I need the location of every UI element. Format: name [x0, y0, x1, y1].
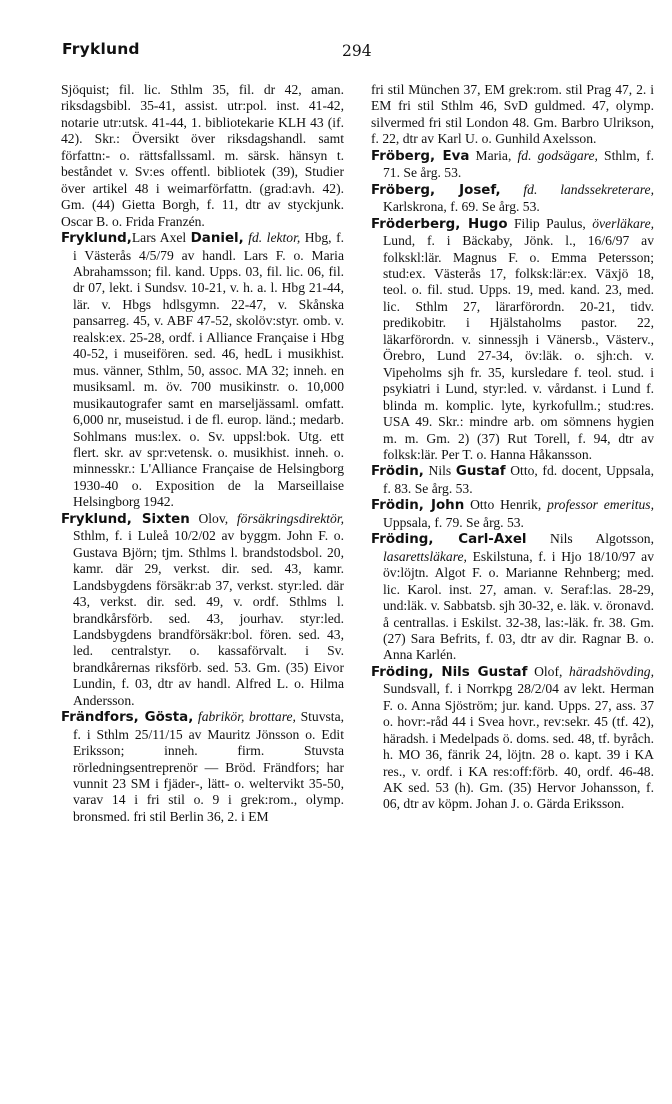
entry-call-name: Gustaf	[455, 464, 506, 480]
entry-text: Hbg, f. i Västerås 4/5/79 av handl. Lars F. o. Maria Abrahamsson; fil. kand. Upps. 03, fil. lic. 06, fil. dr 07, lekt. i Sundsv. 10-21, v. h. a. l. Hbg 21-44, lär. v. Hbgs hdlsgymn. 22-47, v. Skånska pansarreg. 45, v. ABF 47-52, skolöv:styr. omb. v. realsk:ex. 25-28, ordf. i Alliance Française i Hbg 40-52, i museifören. sed. 46, hedL i musikhist. mus. vänner, Sthlm, 50, assoc. MA 32; inneh. en musiksaml. m. öv. 700 musikinstr. o. 10,000 musikautografer samt en marseljässaml. omfatt. 6,000 nr, museistud. i de fl. europ. länd.; medarb. Sohlmans mus:lex. o. Sv. uppsl:bok. Utg. ett flert. skr. av spr:vetensk. o. musikhist. inneh. o. minnesskr.: L'Alliance Française de Helsingborg 1930-40 o. Exposition de la Marseillaise Helsingborg 1942.	[73, 230, 344, 510]
biography-entry	[371, 497, 654, 531]
continuation-text: fri stil München 37, EM grek:rom. stil Prag 47, 2. i EM fri stil Sthlm 46, SvD guldmed. 47, olymp. silvermed fri stil London 48. Gm. Barbro Ulrikson, f. 22, dtr av Karl U. o. Gunhild Axelsson.	[371, 82, 654, 147]
right-column	[371, 82, 654, 1092]
biography-entry	[371, 664, 654, 813]
entry-surname: Frändfors, Gösta,	[61, 710, 194, 726]
biography-entry	[371, 182, 654, 216]
continuation-paragraph	[371, 82, 654, 148]
entry-text: Stuvsta, f. i Sthlm 25/11/15 av Mauritz Jönsson o. Edit Eriksson; inneh. firm. Stuvsta rörledningsentreprenör — Bröd. Frändfors; har vunnit 23 SM i fjäder-, lätt- o. weltervikt 35-50, varav 14 i fri stil o. 9 i grek:rom., olymp. bronsmed. fri stil Berlin 36, 2. i EM	[73, 709, 344, 824]
entry-given-names: Olov,	[189, 510, 229, 526]
entry-title: fabrikör, brottare,	[193, 709, 296, 725]
entry-call-name: Daniel,	[190, 231, 244, 247]
entry-surname: Fryklund,	[61, 231, 132, 247]
entry-text: Otto, fd. docent, Uppsala, f. 83. Se årg. 53.	[383, 463, 654, 496]
entry-surname: Fryklund, Sixten	[61, 511, 190, 527]
entry-given-names: Olof,	[527, 663, 563, 679]
entry-given-names: Maria,	[469, 147, 512, 163]
entry-given-names: Nils Algotsson,	[526, 531, 654, 547]
entry-title: fd. landssekreterare,	[500, 181, 654, 197]
running-head-word: Fryklund	[62, 40, 140, 58]
biography-entry	[61, 230, 344, 511]
entry-title: häradshövding,	[562, 663, 654, 679]
biography-entry	[371, 531, 654, 664]
entry-given-names: Nils	[423, 463, 456, 479]
entry-title: fd. lektor,	[243, 230, 301, 246]
entry-title: fd. godsägare,	[511, 147, 598, 163]
entry-surname: Frödin,	[371, 464, 424, 480]
page-number: 294	[342, 42, 372, 60]
entry-given-names: Otto Henrik,	[464, 497, 542, 513]
entry-text: Karlskrona, f. 69. Se årg. 53.	[383, 199, 540, 215]
entry-surname: Frödin, John	[371, 498, 465, 514]
entry-surname: Fröding, Carl-Axel	[371, 532, 527, 548]
entry-text: Eskilstuna, f. i Hjo 18/10/97 av öv:löjtn. Algot F. o. Marianne Rehnberg; med. lic. Karol. inst. 27, aman. v. Seraf:las. 28-29, und:läk. v. Sabbatsb. sjh 30-32, e. läk. v. öronavd. å centrallas. i Eskilst. 32-38, las:-läk. fr. 38. Gm. (27) Sara Befrits, f. 03, dtr av dir. Ragnar B. o. Anna Karlén.	[383, 548, 654, 663]
biography-entry	[371, 463, 654, 497]
entry-given-names: Lars Axel	[131, 230, 191, 246]
entry-title: överläkare,	[585, 215, 654, 231]
biography-entry	[61, 709, 344, 825]
continuation-text: Sjöquist; fil. lic. Sthlm 35, fil. dr 42, aman. riksdagsbibl. 35-41, assist. utr:pol. inst. 41-42, notarie utr:utsk. 41-44, 1. bibliotekarie KLH 43 (if. 42). Skr.: Översikt över riksdagshandl. samt författn:- o. rättsfallssaml. m. särsk. hänsyn t. beståndet v. Sv:es offentl. bibliotek (39), Studier över artikel 48 i weimarförfattn. (grad:avh. 42). Gm. (44) Gietta Borgh, f. 11, dtr av styckjunk. Oscar B. o. Frida Franzén.	[61, 82, 344, 229]
entry-surname: Fröderberg, Hugo	[371, 216, 508, 232]
entry-text: Sundsvall, f. i Norrkpg 28/2/04 av lekt. Herman F. o. Anna Sjöström; jur. kand. Upps. 27, ass. 37 o. hovr:-råd 44 i Svea hovr., rev:sekr. 45 (tf. 42), häradsh. i Medelpads ö. doms. sed. 48, tf. byråch. h. MO 36, fänrik 24, löjtn. 28 o. kapt. 39 i KA res., v. ordf. i KA res:off:förb. 40, ordf. 46-48. AK sed. 53 (h). Gm. (35) Hervor Johansson, f. 06, dtr av köpm. Johan J. o. Gärda Eriksson.	[383, 681, 654, 812]
entry-title: lasarettsläkare,	[383, 548, 467, 564]
entry-surname: Fröberg, Josef,	[371, 182, 501, 198]
running-head	[62, 40, 636, 64]
entry-surname: Fröding, Nils Gustaf	[371, 664, 528, 680]
entry-given-names: Filip Paulus,	[507, 215, 586, 231]
entry-text: Lund, f. i Bäckaby, Jönk. l., 16/6/97 av folkskl:lär. Magnus F. o. Emma Petersson; stud:ex. Västerås 17, folksk:lär:ex. Växjö 18, teol. o. fil. stud. Upps. 19, med. kand. 23, med. lic. Sthlm 27, lärarförordn. 20-21, tidv. predikobitr. i Hjälstaholms pastor. 22, läkarförordn. v. sinnessjh i Vänersb., Västerv., Örebro, Lund 27-34, öv:läk. o. sjh:ch. v. Vipeholms sjh fr. 35, kursledare f. teol. stud. i psykiatri i Lund, styr:led. v. vårdanst. i Lund f. blinda m. komplic. lyte, kyrkofullm.; stud:res. USA 49. Skr.: mindre arb. om sömnens hygien m. m. Gm. 2) (37) Rut Torell, f. 94, dtr av folksk:lär. Per T. o. Hanna Håkansson.	[383, 233, 654, 462]
biography-entry	[371, 216, 654, 464]
continuation-paragraph	[61, 82, 344, 230]
biography-entry	[61, 511, 344, 709]
entry-title: professor emeritus,	[541, 497, 654, 513]
entry-surname: Fröberg, Eva	[371, 148, 470, 164]
entry-title: försäkringsdirektör,	[228, 510, 344, 526]
entry-text: Sthlm, f. i Luleå 10/2/02 av byggm. John F. o. Gustava Björn; tjm. Sthlms l. brandstodsbol. 20, kamr. där 29, verkst. dir. sed. 43, kamr. Landsbygdens försäkr:ab 37, verkst. styr:led. där 43, verkst. dir. sed. 49, v. ordf. Sthlms l. brandkårsförb. sed. 43, jourhav. styr:led. Landsbygdens brandförsäkr:bol. fören. sed. 43, led. centralstyr. o. kassaförvalt. i Sv. brandkårernas riksförb. sed. 53. Gm. (35) Eivor Lundin, f. 03, dtr av handl. Alfred L. o. Hilma Andersson.	[73, 528, 344, 708]
left-column	[61, 82, 344, 1092]
entry-text: Sthlm, f. 71. Se årg. 53.	[383, 147, 654, 181]
biography-entry	[371, 148, 654, 182]
entry-text: Uppsala, f. 79. Se årg. 53.	[383, 514, 524, 530]
